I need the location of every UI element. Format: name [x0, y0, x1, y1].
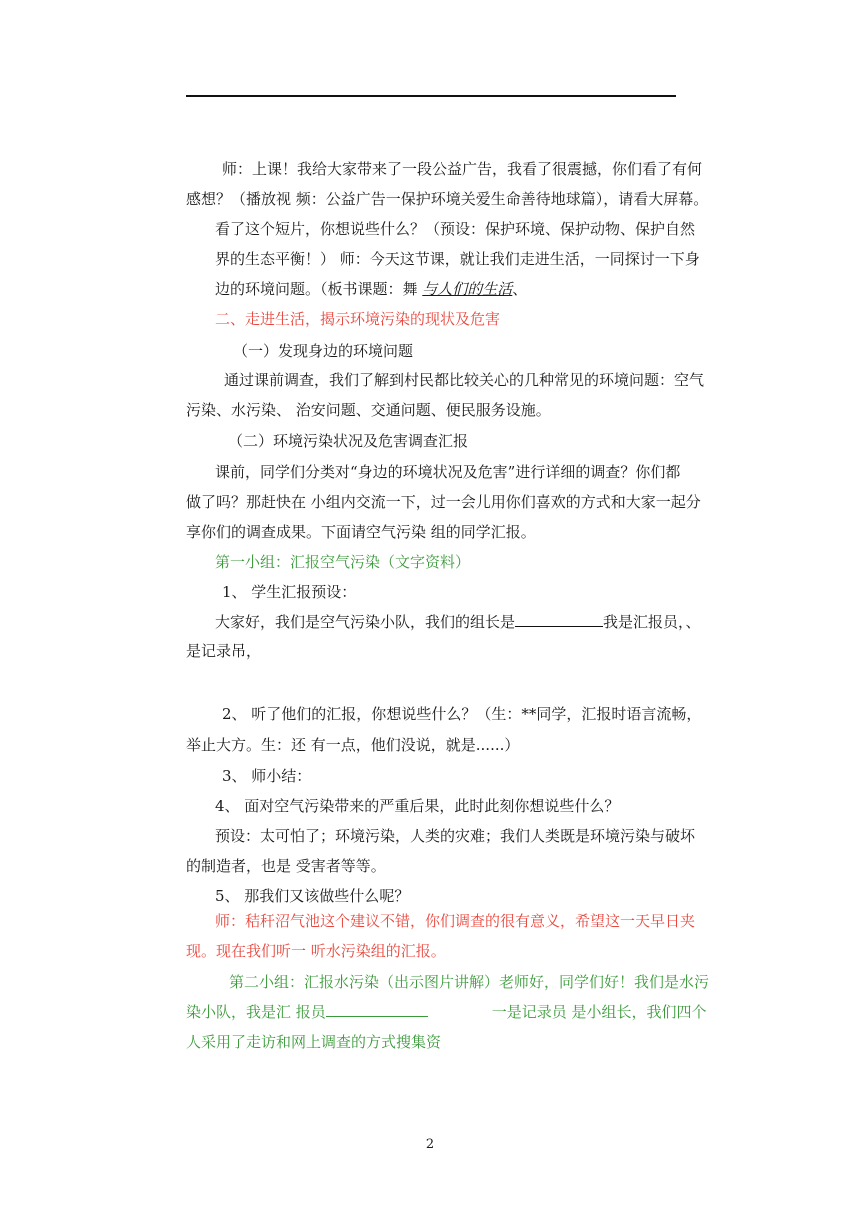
section-heading: 二、走进生活，揭示环境污染的现状及危害: [215, 310, 501, 328]
list-item: 5、 那我们又该做些什么呢？: [215, 887, 410, 905]
underlined-title: 与人们的生活: [422, 280, 513, 298]
list-item: 1、 学生汇报预设：: [222, 583, 357, 601]
subsection-heading: （一）发现身边的环境问题: [233, 342, 414, 360]
page-number: 2: [425, 1137, 435, 1152]
text-run: 我是汇报员，: [603, 613, 686, 631]
para-line: 享你们的调查成果。下面请空气污染 组的同学汇报。: [186, 523, 536, 541]
teacher-remark: 现。现在我们听一 听水污染组的汇报。: [186, 942, 446, 960]
para-line: 做了吗？那赶快在 小组内交流一下，过一会儿用你们喜欢的方式和大家一起分: [186, 493, 701, 511]
list-item: 2、 听了他们的汇报，你想说些什么？（生：**同学，汇报时语言流畅，: [222, 705, 702, 723]
para-line: 界的生态平衡！） 师：今天这节课，就让我们走进生活，一同探讨一下身: [215, 250, 700, 268]
para-line: 看了这个短片，你想说些什么？（预设：保护环境、保护动物、保护自然: [215, 220, 696, 238]
list-item: 4、 面对空气污染带来的严重后果，此时此刻你想说些什么？: [215, 797, 620, 815]
group-heading: 第一小组：汇报空气污染（文字资料）: [215, 553, 471, 571]
para-line: 师：上课！我给大家带来了一段公益广告，我看了很震撼，你们看了有何: [222, 160, 703, 178]
para-line: 感想？（播放视 频：公益广告一保护环境关爱生命善待地球篇），请看大屏幕。: [186, 190, 709, 208]
para-line: 的制造者，也是 受害者等等。: [186, 857, 386, 875]
para-line: [215, 612, 701, 632]
para-line: [215, 279, 527, 299]
para-line: [186, 1002, 707, 1022]
para-line: 人采用了走访和网上调查的方式搜集资: [186, 1033, 442, 1051]
text-run: 染小队，我是汇 报员: [186, 1003, 326, 1021]
teacher-remark: 师：秸秆沼气池这个建议不错，你们调查的很有意义，希望这一天早日夹: [215, 912, 696, 930]
text-run: 、: [685, 613, 701, 631]
para-line: 是记录吊，: [186, 642, 262, 660]
fill-blank: [515, 612, 603, 627]
fill-blank: [326, 1002, 428, 1017]
text-run: 边的环境问题。（板书课题：舞: [215, 280, 423, 298]
para-line: 课前，同学们分类对“身边的环境状况及危害”进行详细的调查？你们都: [215, 463, 681, 481]
para-line: 举止大方。生：还 有一点，他们没说，就是......）: [186, 736, 520, 754]
text-run: 大家好，我们是空气污染小队，我们的组长是: [215, 613, 516, 631]
text-run: 、: [512, 280, 528, 298]
group-heading: 第二小组：汇报水污染（出示图片讲解）老师好，同学们好！我们是水污: [229, 973, 710, 991]
header-rule: [186, 95, 676, 97]
subsection-heading: （二）环境污染状况及危害调查汇报: [228, 432, 469, 450]
text-run: 一是记录员 是小组长，我们四个: [491, 1003, 707, 1021]
para-line: 污染、水污染、 治安问题、交通问题、便民服务设施。: [186, 401, 551, 419]
para-line: 通过课前调查，我们了解到村民都比较关心的几种常见的环境问题：空气: [224, 371, 705, 389]
para-line: 预设：太可怕了；环境污染，人类的灾难；我们人类既是环境污染与破坏: [215, 827, 696, 845]
list-item: 3、 师小结：: [222, 767, 312, 785]
